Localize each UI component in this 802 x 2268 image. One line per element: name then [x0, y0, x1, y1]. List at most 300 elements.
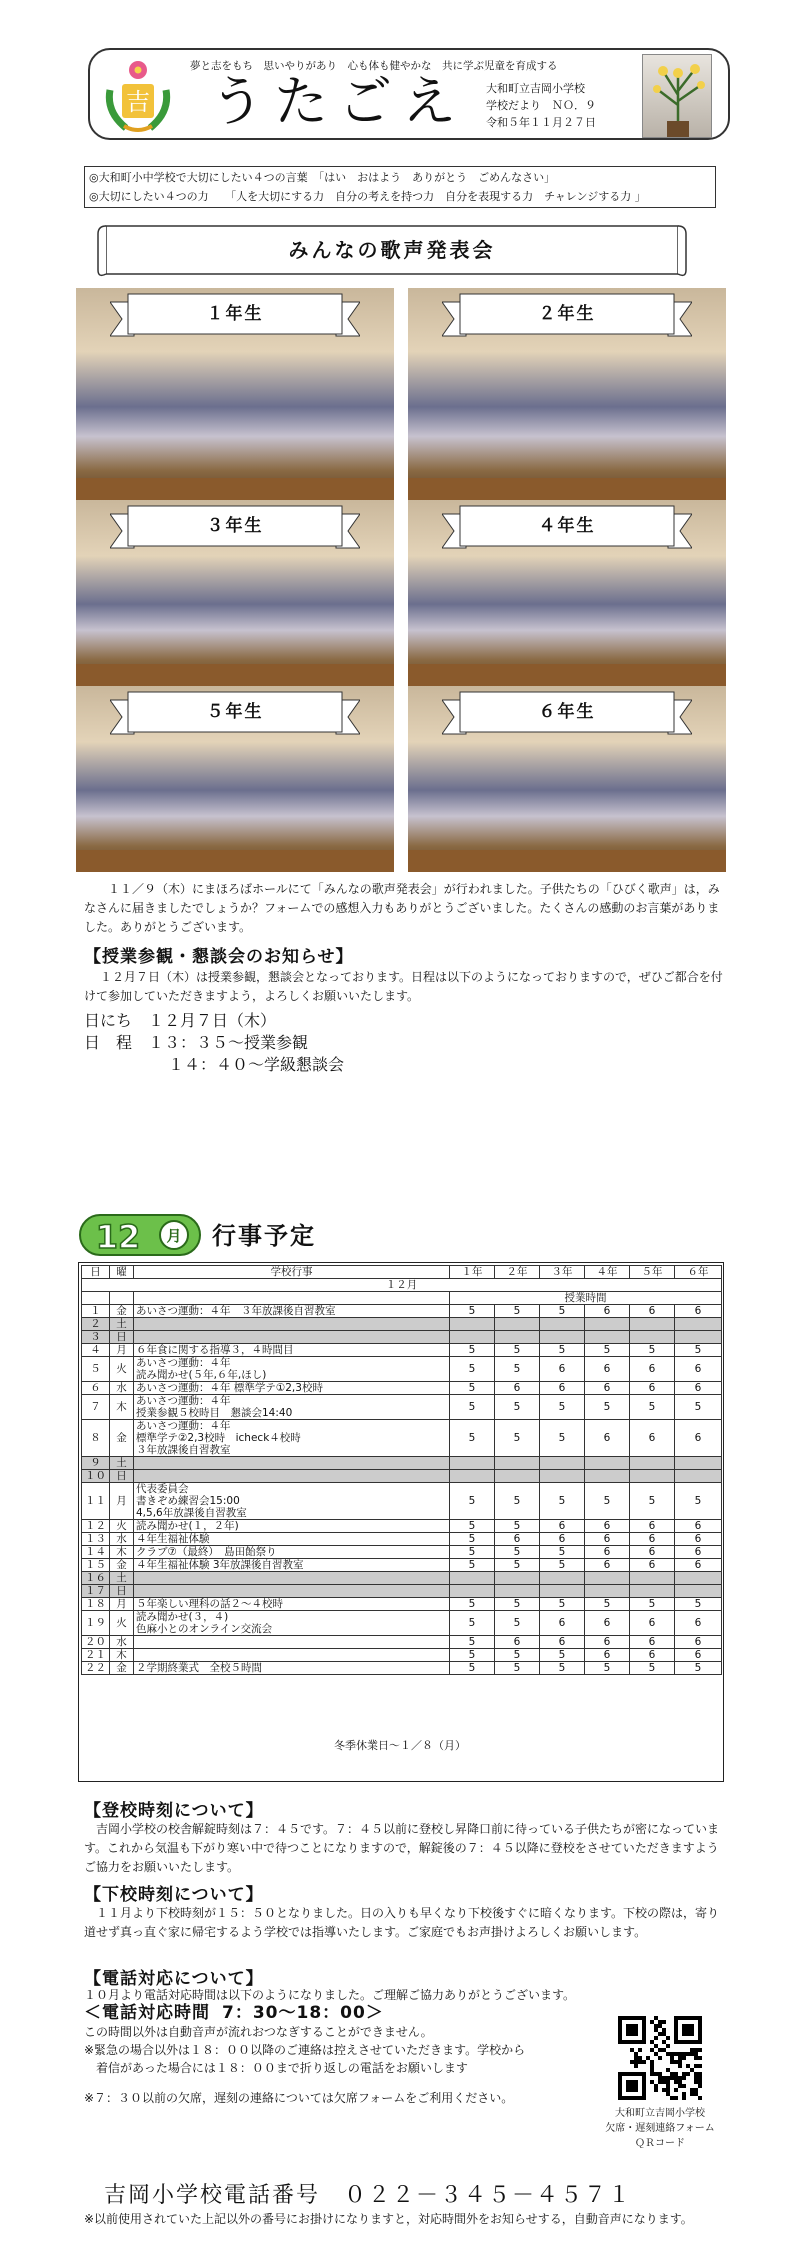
schedule-hours: 5	[495, 1611, 540, 1636]
schedule-hours	[450, 1457, 495, 1470]
concert-title: みんなの歌声発表会	[288, 238, 496, 262]
schedule-weekday: 金	[110, 1420, 134, 1457]
schedule-hours	[630, 1318, 675, 1331]
schedule-hours	[585, 1470, 630, 1483]
grade-label: ４年生	[538, 516, 596, 536]
schedule-hours: 6	[675, 1533, 722, 1546]
schedule-weekday: 火	[110, 1357, 134, 1382]
schedule-hours: 5	[540, 1483, 585, 1520]
schedule-hours: 6	[540, 1611, 585, 1636]
schedule-day: １０	[82, 1470, 110, 1483]
schedule-hours: 5	[675, 1662, 722, 1675]
schedule-hours: 6	[540, 1357, 585, 1382]
grade-label: ６年生	[538, 702, 596, 722]
schedule-hours	[630, 1331, 675, 1344]
schedule-hours: 6	[585, 1611, 630, 1636]
newsletter-title: うたごえ	[210, 70, 466, 133]
col-grade2: ２年	[495, 1266, 540, 1279]
schedule-weekday: 水	[110, 1382, 134, 1395]
schedule-event: クラブ⑦（最終） 島田飴祭り	[134, 1546, 450, 1559]
schedule-hours	[630, 1457, 675, 1470]
schedule-hours: 5	[450, 1382, 495, 1395]
school-emblem-icon	[96, 54, 180, 138]
schedule-hours: 5	[540, 1546, 585, 1559]
schedule-hours: 5	[450, 1520, 495, 1533]
flower-photo	[642, 54, 712, 138]
schedule-hours: 5	[630, 1598, 675, 1611]
visit-heading: 【授業参観・懇談会のお知らせ】	[84, 947, 354, 967]
schedule-day: １２	[82, 1520, 110, 1533]
schedule-event: ４年生福祉体験	[134, 1533, 450, 1546]
school-name: 大和町立吉岡小学校	[486, 82, 585, 95]
phone-intro: １０月より電話対応時間は以下のようになりました。ご理解ご協力ありがとうございます。	[84, 1988, 576, 2002]
qr-caption-form: 欠席・遅刻連絡フォーム	[605, 2123, 715, 2134]
schedule-row	[82, 1520, 722, 1533]
schedule-row	[82, 1572, 722, 1585]
newsletter-header	[88, 48, 730, 140]
schedule-hours: 5	[450, 1305, 495, 1318]
schedule-hours: 5	[450, 1559, 495, 1572]
schedule-hours: 6	[585, 1559, 630, 1572]
schedule-row	[82, 1649, 722, 1662]
schedule-hours: 6	[630, 1636, 675, 1649]
schedule-hours: 5	[450, 1533, 495, 1546]
schedule-hours: 5	[540, 1662, 585, 1675]
schedule-hours: 6	[630, 1559, 675, 1572]
schedule-hours: 5	[450, 1344, 495, 1357]
schedule-hours: 5	[630, 1483, 675, 1520]
schedule-hours	[450, 1572, 495, 1585]
schedule-weekday: 水	[110, 1533, 134, 1546]
schedule-event: ６年食に関する指導３，４時間目	[134, 1344, 450, 1357]
schedule-month-row	[82, 1279, 722, 1292]
schedule-hours: 5	[495, 1483, 540, 1520]
schedule-hours-row	[82, 1292, 722, 1305]
schedule-hours: 5	[630, 1344, 675, 1357]
schedule-hours	[675, 1585, 722, 1598]
schedule-hours: 6	[585, 1636, 630, 1649]
schedule-row	[82, 1305, 722, 1318]
schedule-hours: 5	[495, 1420, 540, 1457]
schedule-row	[82, 1598, 722, 1611]
schedule-hours	[450, 1470, 495, 1483]
schedule-hours: 5	[495, 1662, 540, 1675]
winter-break: 冬季休業日～１／８（月）	[334, 1739, 466, 1752]
schedule-row	[82, 1357, 722, 1382]
visit-paragraph: １２月７日（木）は授業参観，懇談会となっております。日程は以下のようになっておりますので，ぜひご都合を付けて参加していただきますよう，よろしくお願いいたします。	[84, 970, 723, 1003]
grade-banner	[442, 292, 692, 340]
month-number: 12	[95, 1218, 141, 1256]
schedule-hours	[495, 1572, 540, 1585]
schedule-weekday: 木	[110, 1395, 134, 1420]
schedule-day: １５	[82, 1559, 110, 1572]
schedule-hours	[630, 1470, 675, 1483]
schedule-hours	[495, 1585, 540, 1598]
grade-banner	[110, 504, 360, 552]
schedule-hours: 5	[585, 1344, 630, 1357]
schedule-row	[82, 1382, 722, 1395]
schedule-hours	[540, 1331, 585, 1344]
schedule-hours: 6	[540, 1533, 585, 1546]
schedule-hours	[495, 1470, 540, 1483]
schedule-hours: 5	[585, 1662, 630, 1675]
schedule-hours: 5	[585, 1598, 630, 1611]
schedule-weekday: 月	[110, 1483, 134, 1520]
month-unit: 月	[166, 1227, 182, 1245]
concert-paragraph: １１／９（木）にまほろばホールにて「みんなの歌声発表会」が行われました。子供たちの「ひびく歌声」は，みなさんに届きましたでしょうか？フォームでの感想入力もありがとうございました。たくさんの感動のお言葉がありました。ありがとうございます。	[84, 882, 720, 934]
schedule-hours: 6	[495, 1382, 540, 1395]
phone-line: ※緊急の場合以外は１８：００以降のご連絡は控えさせていただきます。学校から	[84, 2043, 526, 2057]
schedule-row	[82, 1546, 722, 1559]
schedule-weekday: 日	[110, 1331, 134, 1344]
schedule-event: あいさつ運動：４年 標準学テ②2,3校時 icheck４校時 ３年放課後自習教室	[134, 1420, 450, 1457]
schedule-hours	[540, 1572, 585, 1585]
schedule-hours: 5	[450, 1662, 495, 1675]
grade-banner	[110, 292, 360, 340]
grade-label: １年生	[206, 304, 264, 324]
schedule-weekday: 火	[110, 1611, 134, 1636]
schedule-weekday: 土	[110, 1318, 134, 1331]
leave-heading: 【下校時刻について】	[84, 1885, 264, 1905]
schedule-hours: 6	[585, 1520, 630, 1533]
schedule-hours	[585, 1331, 630, 1344]
schedule-row	[82, 1483, 722, 1520]
schedule-hours: 6	[585, 1357, 630, 1382]
schedule-event: あいさつ運動：４年 授業参観５校時目 懇談会14:40	[134, 1395, 450, 1420]
four-words-box	[84, 166, 716, 208]
schedule-hours: 5	[495, 1546, 540, 1559]
schedule-hours: 5	[495, 1395, 540, 1420]
grade-photo	[76, 288, 394, 500]
visit-sched-2: １４：４０～学級懇談会	[168, 1055, 345, 1074]
col-grade3: ３年	[540, 1266, 585, 1279]
schedule-hours	[585, 1318, 630, 1331]
schedule-hours: 5	[450, 1636, 495, 1649]
schedule-row	[82, 1395, 722, 1420]
schedule-hours: 5	[495, 1649, 540, 1662]
schedule-weekday: 木	[110, 1649, 134, 1662]
visit-sched-1: １３：３５～授業参観	[148, 1033, 309, 1052]
schedule-row	[82, 1457, 722, 1470]
schedule-hours: 6	[630, 1357, 675, 1382]
schedule-hours	[630, 1585, 675, 1598]
schedule-event: ４年生福祉体験 3年放課後自習教室	[134, 1559, 450, 1572]
schedule-hours: 5	[630, 1395, 675, 1420]
schedule-row	[82, 1585, 722, 1598]
schedule-weekday: 日	[110, 1470, 134, 1483]
schedule-hours	[585, 1572, 630, 1585]
school-phone-number: 吉岡小学校電話番号 ０２２－３４５－４５７１	[104, 2183, 633, 2208]
schedule-hours: 6	[540, 1382, 585, 1395]
schedule-hours: 5	[630, 1662, 675, 1675]
schedule-hours: 5	[450, 1598, 495, 1611]
schedule-hours: 5	[675, 1395, 722, 1420]
visit-date-label: 日にち	[84, 1011, 133, 1030]
schedule-day: １７	[82, 1585, 110, 1598]
col-grade1: １年	[450, 1266, 495, 1279]
schedule-day: １	[82, 1305, 110, 1318]
schedule-hours: 6	[585, 1305, 630, 1318]
schedule-hours: 6	[675, 1382, 722, 1395]
qr-caption-school: 大和町立吉岡小学校	[615, 2108, 705, 2119]
schedule-header-row	[82, 1266, 722, 1279]
schedule-row	[82, 1344, 722, 1357]
phone-footnote: ※以前使用されていた上記以外の番号にお掛けになりますと，対応時間外をお知らせする，自動音声になります。	[84, 2212, 693, 2226]
schedule-hours: 5	[540, 1305, 585, 1318]
schedule-event	[134, 1470, 450, 1483]
grade-banner	[110, 690, 360, 738]
concert-photo-grid	[76, 288, 726, 872]
month-badge-icon	[78, 1212, 204, 1258]
schedule-day: ３	[82, 1331, 110, 1344]
schedule-hours	[675, 1470, 722, 1483]
schedule-hours: 5	[585, 1395, 630, 1420]
schedule-event: ２学期終業式 全校５時間	[134, 1662, 450, 1675]
concert-title-scroll	[96, 222, 688, 278]
schedule-hours: 6	[675, 1305, 722, 1318]
schedule-hours: 6	[630, 1611, 675, 1636]
schedule-hours	[540, 1585, 585, 1598]
schedule-title: 行事予定	[212, 1222, 316, 1250]
schedule-day: ２２	[82, 1662, 110, 1675]
schedule-event	[134, 1649, 450, 1662]
schedule-hours	[585, 1457, 630, 1470]
schedule-event: ５年楽しい理科の話２～４校時	[134, 1598, 450, 1611]
phone-hours: 7：30～18：00＞	[222, 2003, 384, 2023]
schedule-day: １８	[82, 1598, 110, 1611]
grade-photo	[408, 686, 726, 872]
schedule-hours: 5	[675, 1483, 722, 1520]
arrive-heading: 【登校時刻について】	[84, 1801, 264, 1821]
schedule-hours	[675, 1318, 722, 1331]
schedule-weekday: 日	[110, 1585, 134, 1598]
schedule-table	[81, 1265, 722, 1675]
schedule-day: ４	[82, 1344, 110, 1357]
schedule-row	[82, 1318, 722, 1331]
schedule-event: 代表委員会 書きぞめ練習会15:00 4,5,6年放課後自習教室	[134, 1483, 450, 1520]
schedule-day: １６	[82, 1572, 110, 1585]
phone-line: ※７：３０以前の欠席，遅刻の連絡については欠席フォームをご利用ください。	[84, 2091, 514, 2105]
schedule-day: １１	[82, 1483, 110, 1520]
schedule-hours: 6	[630, 1382, 675, 1395]
schedule-hours: 6	[630, 1546, 675, 1559]
schedule-hours	[495, 1318, 540, 1331]
schedule-hours	[675, 1572, 722, 1585]
schedule-day: １３	[82, 1533, 110, 1546]
schedule-row	[82, 1420, 722, 1457]
schedule-event	[134, 1585, 450, 1598]
schedule-hours: 6	[540, 1520, 585, 1533]
visit-sched-label: 日 程	[84, 1033, 133, 1052]
schedule-weekday: 月	[110, 1344, 134, 1357]
schedule-hours: 5	[585, 1483, 630, 1520]
schedule-hours: 6	[675, 1357, 722, 1382]
schedule-hours: 6	[585, 1533, 630, 1546]
schedule-day: ２０	[82, 1636, 110, 1649]
schedule-hours: 5	[450, 1483, 495, 1520]
schedule-hours: 5	[675, 1344, 722, 1357]
schedule-hours	[675, 1457, 722, 1470]
schedule-hours: 5	[450, 1649, 495, 1662]
schedule-hours: 6	[585, 1382, 630, 1395]
schedule-event	[134, 1457, 450, 1470]
issue-info	[486, 80, 596, 131]
schedule-row	[82, 1662, 722, 1675]
schedule-row	[82, 1611, 722, 1636]
schedule-hours: 5	[495, 1559, 540, 1572]
hours-label: 授業時間	[450, 1292, 722, 1305]
grade-banner	[442, 690, 692, 738]
schedule-hours: 6	[630, 1520, 675, 1533]
schedule-hours: 5	[450, 1357, 495, 1382]
schedule-hours: 6	[675, 1546, 722, 1559]
schedule-row	[82, 1470, 722, 1483]
schedule-hours	[450, 1331, 495, 1344]
schedule-day: ９	[82, 1457, 110, 1470]
schedule-event	[134, 1331, 450, 1344]
schedule-hours	[540, 1457, 585, 1470]
visit-schedule	[84, 1010, 344, 1076]
schedule-hours: 6	[585, 1649, 630, 1662]
schedule-row	[82, 1533, 722, 1546]
grade-banner	[442, 504, 692, 552]
phone-hours-label: ＜電話対応時間	[84, 2003, 210, 2023]
schedule-day: ６	[82, 1382, 110, 1395]
schedule-hours: 5	[495, 1344, 540, 1357]
schedule-hours: 6	[675, 1636, 722, 1649]
schedule-row	[82, 1331, 722, 1344]
col-grade6: ６年	[675, 1266, 722, 1279]
leave-paragraph: １１月より下校時刻が１５：５０となりました。日の入りも早くなり下校後すぐに暗くなります。下校の際は，寄り道せず真っ直ぐ家に帰宅するよう学校では指導いたします。ご家庭でもお声掛けよろしくお願いします。	[84, 1906, 720, 1939]
grade-label: ２年生	[538, 304, 596, 324]
schedule-hours: 5	[495, 1598, 540, 1611]
phone-heading: 【電話対応について】	[84, 1969, 264, 1989]
schedule-hours: 5	[540, 1559, 585, 1572]
four-words-line: ◎大和町小中学校で大切にしたい４つの言葉 「はい おはよう ありがとう ごめんなさい」	[89, 171, 556, 184]
schedule-hours: 6	[675, 1559, 722, 1572]
schedule-weekday: 土	[110, 1457, 134, 1470]
schedule-box	[78, 1262, 724, 1782]
schedule-hours: 6	[585, 1420, 630, 1457]
grade-photo	[408, 500, 726, 686]
schedule-hours: 6	[630, 1305, 675, 1318]
grade-photo	[408, 288, 726, 500]
schedule-hours: 5	[495, 1520, 540, 1533]
phone-line: この時間以外は自動音声が流れおつなぎすることができません。	[84, 2025, 433, 2039]
schedule-event: あいさつ運動：４年 標準学テ①2,3校時	[134, 1382, 450, 1395]
schedule-day: ２	[82, 1318, 110, 1331]
grade-photo	[76, 500, 394, 686]
schedule-day: ８	[82, 1420, 110, 1457]
schedule-hours: 6	[630, 1420, 675, 1457]
issue-number: 学校だより ＮＯ．９	[486, 99, 596, 112]
schedule-hours: 5	[540, 1598, 585, 1611]
schedule-event: 読み聞かせ(１，２年)	[134, 1520, 450, 1533]
schedule-hours	[495, 1331, 540, 1344]
schedule-hours: 6	[675, 1520, 722, 1533]
schedule-event	[134, 1636, 450, 1649]
col-weekday: 曜	[110, 1266, 134, 1279]
schedule-hours	[540, 1470, 585, 1483]
phone-line: 着信があった場合には１８：００まで折り返しの電話をお願いします	[84, 2061, 468, 2075]
schedule-hours: 5	[540, 1420, 585, 1457]
schedule-hours: 5	[450, 1420, 495, 1457]
schedule-weekday: 木	[110, 1546, 134, 1559]
grade-label: ５年生	[206, 702, 264, 722]
four-powers-line: ◎大切にしたい４つの力 「人を大切にする力 自分の考えを持つ力 自分を表現する力 チャレンジする力 」	[89, 190, 646, 203]
col-grade4: ４年	[585, 1266, 630, 1279]
schedule-hours: 5	[450, 1395, 495, 1420]
schedule-weekday: 水	[110, 1636, 134, 1649]
schedule-hours	[450, 1318, 495, 1331]
schedule-hours: 6	[675, 1611, 722, 1636]
schedule-day: １４	[82, 1546, 110, 1559]
schedule-event: あいさつ運動：４年 読み聞かせ(５年,６年,ほし)	[134, 1357, 450, 1382]
schedule-hours: 5	[450, 1611, 495, 1636]
schedule-weekday: 金	[110, 1662, 134, 1675]
visit-date: １２月７日（木）	[148, 1011, 277, 1030]
schedule-hours: 5	[675, 1598, 722, 1611]
schedule-event: 読み聞かせ(３，４) 色麻小とのオンライン交流会	[134, 1611, 450, 1636]
schedule-weekday: 金	[110, 1559, 134, 1572]
grade-photo	[76, 686, 394, 872]
schedule-hours: 5	[495, 1357, 540, 1382]
school-motto: 夢と志をもち 思いやりがあり 心も体も健やかな 共に学ぶ児童を育成する	[190, 60, 558, 72]
schedule-event	[134, 1318, 450, 1331]
schedule-weekday: 金	[110, 1305, 134, 1318]
schedule-hours: 5	[450, 1546, 495, 1559]
schedule-row	[82, 1559, 722, 1572]
qr-caption	[580, 2106, 740, 2151]
schedule-hours: 6	[675, 1420, 722, 1457]
schedule-row	[82, 1636, 722, 1649]
schedule-hours	[495, 1457, 540, 1470]
schedule-hours: 6	[675, 1649, 722, 1662]
col-event: 学校行事	[134, 1266, 450, 1279]
schedule-weekday: 火	[110, 1520, 134, 1533]
schedule-hours: 5	[540, 1395, 585, 1420]
emblem-char: 吉	[126, 88, 150, 116]
schedule-day: ２１	[82, 1649, 110, 1662]
grade-label: ３年生	[206, 516, 264, 536]
schedule-hours: 6	[495, 1533, 540, 1546]
schedule-hours: 6	[540, 1636, 585, 1649]
qr-code-icon[interactable]	[618, 2016, 702, 2100]
schedule-hours: 5	[495, 1305, 540, 1318]
schedule-day: ７	[82, 1395, 110, 1420]
schedule-hours	[630, 1572, 675, 1585]
arrive-paragraph: 吉岡小学校の校舎解錠時刻は７：４５です。７：４５以前に登校し昇降口前に待っている子供たちが密になっています。これから気温も下がり寒い中で待つことになりますので，解錠後の７：４５以降に登校をさせていただきますようご協力をお願いいたします。	[84, 1822, 720, 1874]
qr-caption-label: ＱＲコード	[635, 2138, 685, 2149]
schedule-hours	[450, 1585, 495, 1598]
schedule-hours	[585, 1585, 630, 1598]
schedule-weekday: 月	[110, 1598, 134, 1611]
schedule-hours	[675, 1331, 722, 1344]
col-day: 日	[82, 1266, 110, 1279]
schedule-hours: 6	[630, 1649, 675, 1662]
schedule-hours	[540, 1318, 585, 1331]
schedule-event	[134, 1572, 450, 1585]
schedule-day: ５	[82, 1357, 110, 1382]
schedule-hours: 6	[495, 1636, 540, 1649]
schedule-weekday: 土	[110, 1572, 134, 1585]
schedule-hours: 5	[540, 1344, 585, 1357]
schedule-day: １９	[82, 1611, 110, 1636]
issue-date: 令和５年１１月２７日	[486, 116, 596, 129]
schedule-month: １２月	[82, 1279, 722, 1292]
schedule-hours: 5	[540, 1649, 585, 1662]
schedule-event: あいさつ運動：４年 ３年放課後自習教室	[134, 1305, 450, 1318]
